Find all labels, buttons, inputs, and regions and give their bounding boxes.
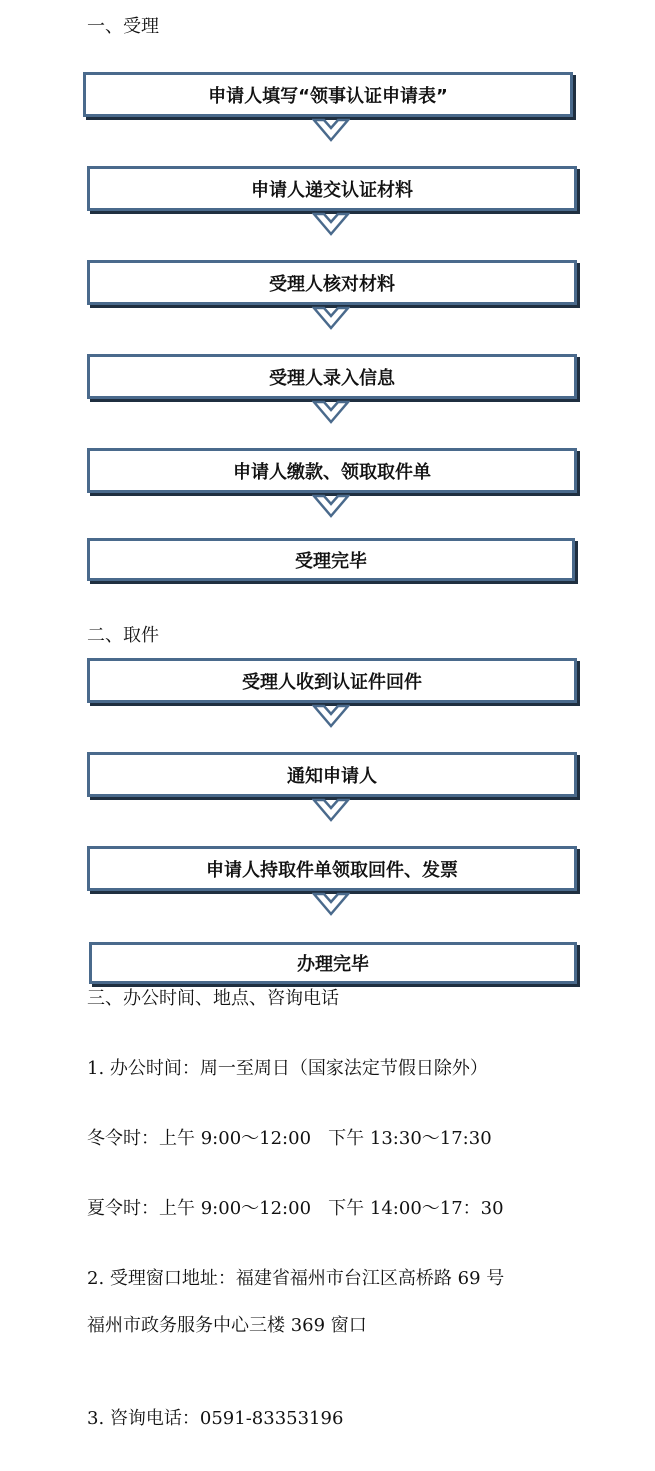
summer-hours: 夏令时：上午 9:00～12:00 下午 14:00～17：30 (87, 1198, 504, 1219)
flow-arrow-icon (312, 798, 350, 822)
step-processing-complete: 办理完毕 (89, 942, 577, 984)
flow-arrow-icon (312, 212, 350, 236)
flow-arrow-icon (312, 704, 350, 728)
winter-hours: 冬令时：上午 9:00～12:00 下午 13:30～17:30 (87, 1128, 492, 1149)
step-verify-materials: 受理人核对材料 (87, 260, 577, 305)
section-heading-acceptance: 一、受理 (87, 16, 159, 37)
office-hours-label: 1. 办公时间：周一至周日（国家法定节假日除外） (87, 1058, 488, 1079)
office-address-line1: 2. 受理窗口地址：福建省福州市台江区高桥路 69 号 (87, 1268, 505, 1289)
step-payment-pickup-slip: 申请人缴款、领取取件单 (87, 448, 577, 493)
office-address-line2: 福州市政务服务中心三楼 369 窗口 (87, 1315, 367, 1336)
step-collect-documents-invoice: 申请人持取件单领取回件、发票 (87, 846, 577, 891)
section-heading-office-info: 三、办公时间、地点、咨询电话 (87, 988, 339, 1009)
flow-arrow-icon (312, 400, 350, 424)
step-fill-application-form: 申请人填写“领事认证申请表” (83, 72, 573, 117)
flow-arrow-icon (312, 892, 350, 916)
step-acceptance-complete: 受理完毕 (87, 538, 575, 581)
step-receive-returned-documents: 受理人收到认证件回件 (87, 658, 577, 703)
flow-arrow-icon (312, 306, 350, 330)
step-notify-applicant: 通知申请人 (87, 752, 577, 797)
step-enter-information: 受理人录入信息 (87, 354, 577, 399)
step-submit-materials: 申请人递交认证材料 (87, 166, 577, 211)
section-heading-pickup: 二、取件 (87, 625, 159, 646)
flow-arrow-icon (312, 494, 350, 518)
consultation-phone: 3. 咨询电话：0591-83353196 (87, 1408, 344, 1429)
flow-arrow-icon (312, 118, 350, 142)
